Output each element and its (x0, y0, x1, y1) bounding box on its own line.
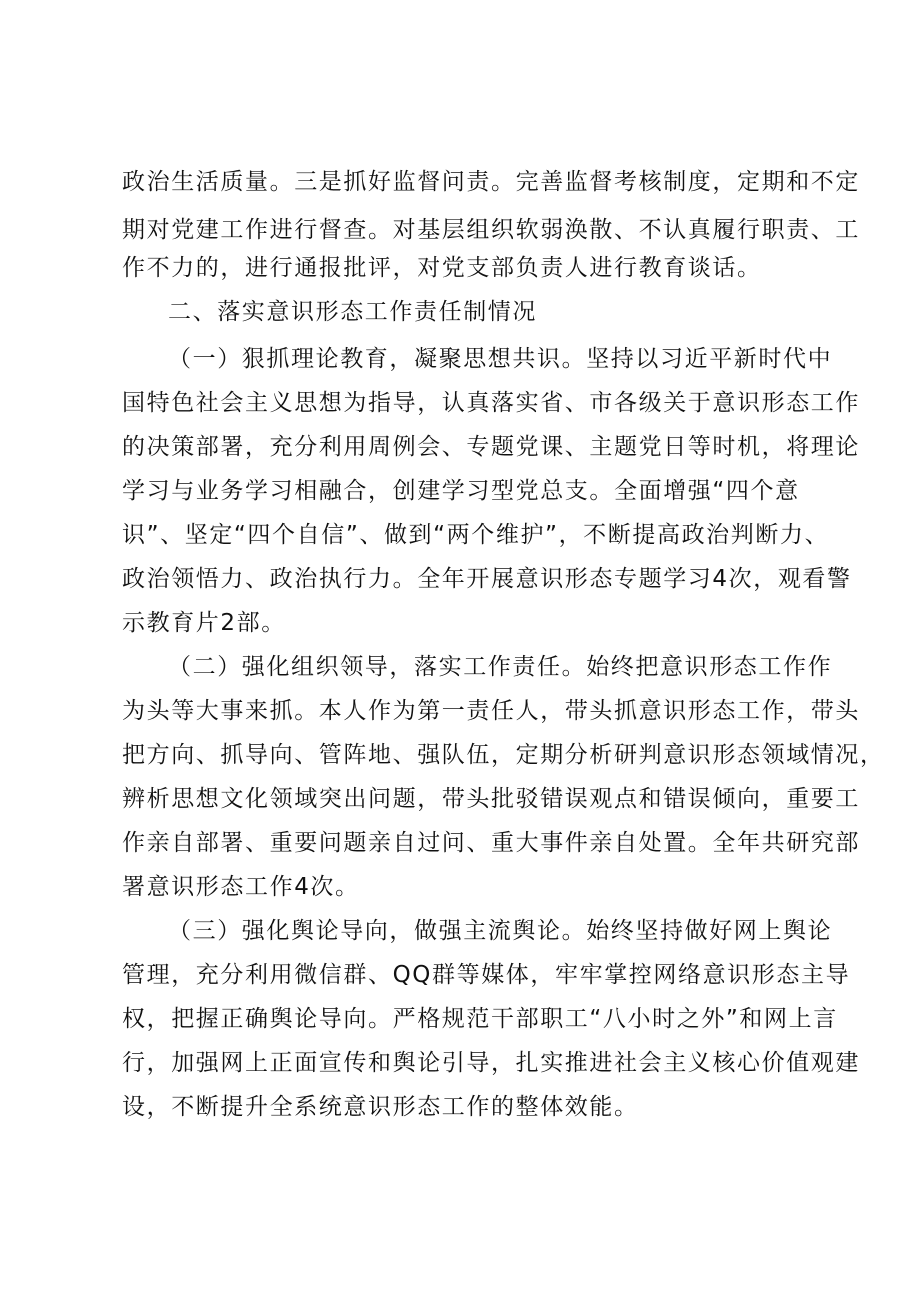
text-line: 政治生活质量。三是抓好监督问责。完善监督考核制度，定期和不定 (122, 169, 860, 195)
text-line: 行，加强网上正面宣传和舆论引导，扎实推进社会主义核心价值观建 (122, 1050, 860, 1076)
text-line: 署意识形态工作4次。 (122, 874, 360, 900)
text-line: 辨析思想文化领域突出问题，带头批驳错误观点和错误倾向，重要工 (122, 786, 860, 812)
text-line: 管理，充分利用微信群、QQ群等媒体，牢牢掌控网络意识形态主导 (122, 962, 851, 988)
text-line: 为头等大事来抓。本人作为第一责任人，带头抓意识形态工作，带头 (122, 698, 860, 724)
text-line: 权，把握正确舆论导向。严格规范干部职工“八小时之外”和网上言 (122, 1006, 838, 1032)
paragraph-first-line: （二）强化组织领导，落实工作责任。始终把意识形态工作作 (168, 654, 833, 680)
text-line: 国特色社会主义思想为指导，认真落实省、市各级关于意识形态工作 (122, 390, 860, 416)
text-line: 学习与业务学习相融合，创建学习型党总支。全面增强“四个意 (122, 478, 800, 504)
text-line: 作亲自部署、重要问题亲自过问、重大事件亲自处置。全年共研究部 (122, 830, 860, 856)
text-line: 政治领悟力、政治执行力。全年开展意识形态专题学习4次，观看警 (122, 566, 852, 592)
text-line: 把方向、抓导向、管阵地、强队伍，定期分析研判意识形态领域情况， (122, 742, 885, 768)
paragraph-first-line: （三）强化舆论导向，做强主流舆论。始终坚持做好网上舆论 (168, 918, 833, 944)
text-line: 示教育片2部。 (122, 610, 286, 636)
text-line: 作不力的，进行通报批评，对党支部负责人进行教育谈话。 (122, 255, 762, 281)
paragraph-first-line: （一）狠抓理论教育，凝聚思想共识。坚持以习近平新时代中 (168, 346, 833, 372)
text-line: 期对党建工作进行督查。对基层组织软弱涣散、不认真履行职责、工 (122, 217, 860, 243)
text-line: 识”、坚定“四个自信”、做到“两个维护”，不断提高政治判断力、 (122, 522, 830, 548)
text-line: 的决策部署，充分利用周例会、专题党课、主题党日等时机，将理论 (122, 434, 860, 460)
text-line: 设，不断提升全系统意识形态工作的整体效能。 (122, 1094, 639, 1120)
section-heading: 二、落实意识形态工作责任制情况 (168, 299, 537, 325)
